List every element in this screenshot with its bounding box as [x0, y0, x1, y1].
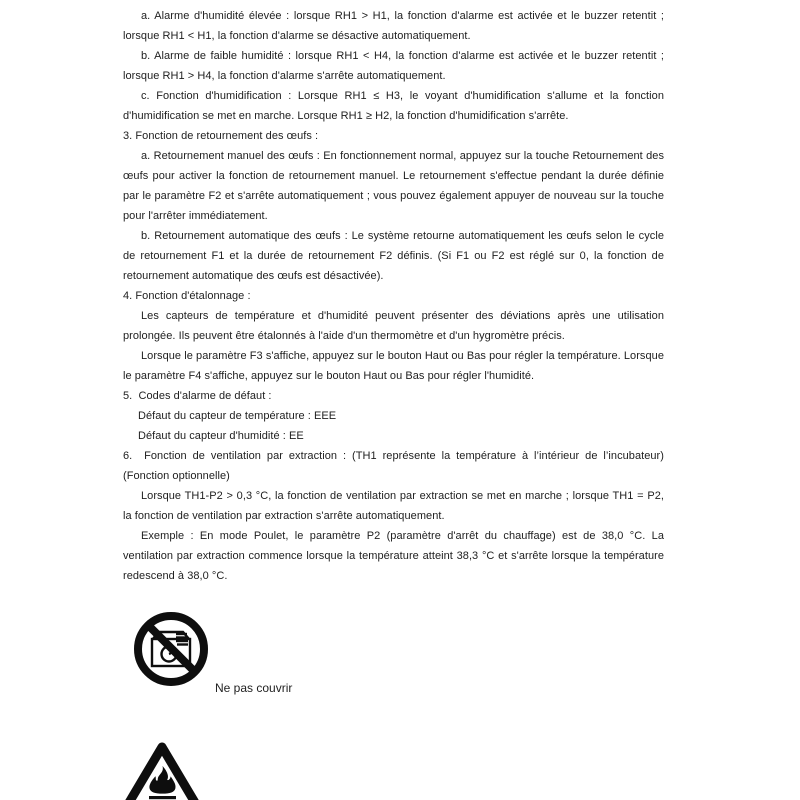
flammable-warning-sign — [103, 741, 223, 800]
para-parametres-f3-f4: Lorsque le paramètre F3 s'affiche, appuyez sur le bouton Haut ou Bas pour régler la température. Lorsque le paramètre F4 s'affiche, appuyez sur le bouton Haut ou Bas pour régler l'humidité. — [123, 350, 664, 382]
flammable-triangle-icon — [103, 741, 223, 800]
para-ventilation-seuil: Lorsque TH1-P2 > 0,3 °C, la fonction de ventilation par extraction se met en marche ; lorsque TH1 = P2, la fonction de ventilation par extraction s'arrête automatiquement. — [123, 490, 664, 522]
manual-text-block — [123, 6, 664, 586]
para-alarme-faible-humidite: b. Alarme de faible humidité : lorsque RH1 < H4, la fonction d'alarme est activée et le buzzer retentit ; lorsque RH1 > H4, la fonction d'alarme s'arrête automatiquement. — [123, 50, 664, 82]
line-defaut-capteur-humidite: Défaut du capteur d'humidité : EE — [138, 430, 304, 442]
heading-codes-alarme: 5. Codes d'alarme de défaut : — [123, 390, 272, 402]
heading-retournement-oeufs: 3. Fonction de retournement des œufs : — [123, 130, 319, 142]
do-not-cover-label: Ne pas couvrir — [215, 681, 293, 695]
para-fonction-humidification: c. Fonction d'humidification : Lorsque RH1 ≤ H3, le voyant d'humidification s'allume et la fonction d'humidification se met en marche. Lorsque RH1 ≥ H2, la fonction d'humidification s'arrête. — [123, 90, 664, 122]
para-exemple-mode-poulet: Exemple : En mode Poulet, le paramètre P2 (paramètre d'arrêt du chauffage) est de 38,0 °C. La ventilation par extraction commence lorsque la température atteint 38,3 °C et s'arrête lorsque la température redescend à 38,0 °C. — [123, 530, 664, 582]
do-not-cover-sign — [133, 611, 209, 687]
prohibition-no-cover-icon — [133, 611, 209, 687]
para-retournement-automatique: b. Retournement automatique des œufs : Le système retourne automatiquement les œufs selon le cycle de retournement F1 et la durée de retournement F2 définis. (Si F1 ou F2 est réglé sur 0, la fonction de retournement automatique des œufs est désactivée). — [123, 230, 664, 282]
heading-ventilation-extraction: 6. Fonction de ventilation par extraction : (TH1 représente la température à l’intérieur de l’incubateur) (Fonction optionnelle) — [123, 450, 664, 482]
para-capteurs-deviations: Les capteurs de température et d'humidité peuvent présenter des déviations après une utilisation prolongée. Ils peuvent être étalonnés à l'aide d'un thermomètre et d'un hygromètre précis. — [123, 310, 664, 342]
para-retournement-manuel: a. Retournement manuel des œufs : En fonctionnement normal, appuyez sur la touche Retournement des œufs pour activer la fonction de retournement manuel. Le retournement s'effectue pendant la durée définie par le paramètre F2 et s'arrête automatiquement ; vous pouvez également appuyer de nouveau sur la touche pour l'arrêter immédiatement. — [123, 150, 664, 222]
heading-etalonnage: 4. Fonction d'étalonnage : — [123, 290, 251, 302]
line-defaut-capteur-temperature: Défaut du capteur de température : EEE — [138, 410, 337, 422]
para-alarme-humidite-elevee: a. Alarme d'humidité élevée : lorsque RH1 > H1, la fonction d'alarme est activée et le buzzer retentit ; lorsque RH1 < H1, la fonction d'alarme se désactive automatiquement. — [123, 10, 664, 42]
